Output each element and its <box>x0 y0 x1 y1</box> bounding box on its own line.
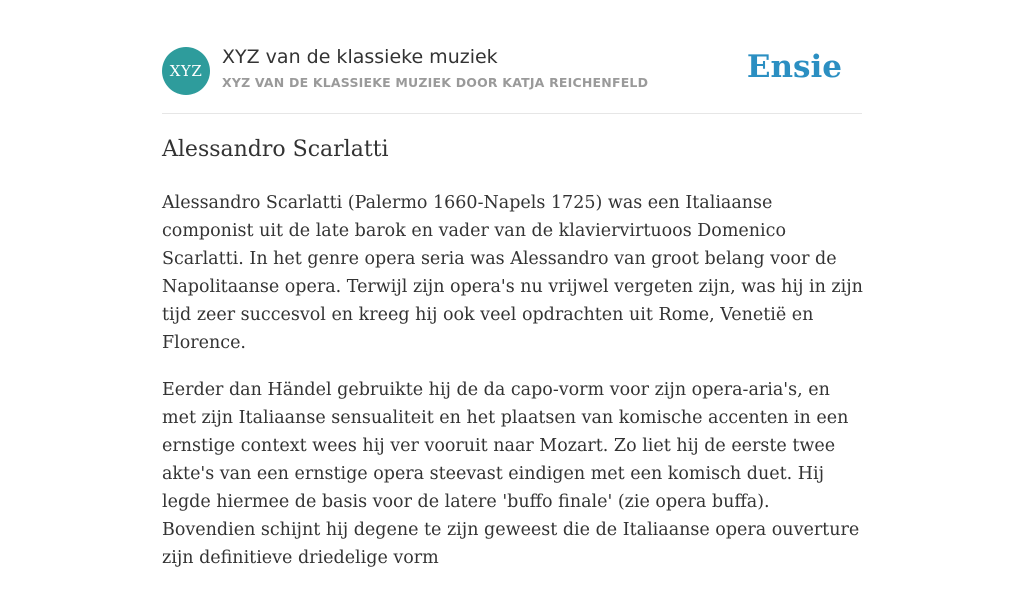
channel-title[interactable]: XYZ van de klassieke muziek <box>222 46 498 68</box>
article-title: Alessandro Scarlatti <box>162 137 389 162</box>
channel-subtitle[interactable]: XYZ VAN DE KLASSIEKE MUZIEK DOOR KATJA REICHENFELD <box>222 75 649 90</box>
channel-avatar[interactable] <box>162 47 210 95</box>
avatar-initials: XYZ <box>169 62 203 80</box>
article-paragraph: Alessandro Scarlatti (Palermo 1660-Napels 1725) was een Italiaanse componist uit de late barok en vader van de klaviervirtuoos Domenico Scarlatti. In het genre opera seria was Alessandro van groot belang voor de Napolitaanse opera. Terwijl zijn opera's nu vrijwel vergeten zijn, was hij in zijn tijd zeer succesvol en kreeg hij ook veel opdrachten uit Rome, Venetië en Florence. <box>162 193 863 353</box>
channel-header <box>162 0 862 114</box>
brand-logo[interactable]: Ensie <box>746 49 842 85</box>
article-body <box>162 189 864 591</box>
article-paragraph: Eerder dan Händel gebruikte hij de da capo-vorm voor zijn opera-aria's, en met zijn Italiaanse sensualiteit en het plaatsen van komische accenten in een ernstige context wees hij ver vooruit naar Mozart. Zo liet hij de eerste twee akte's van een ernstige opera steevast eindigen met een komisch duet. Hij legde hiermee de basis voor de latere 'buffo finale' (zie opera buffa). Bovendien schijnt hij degene te zijn geweest die de Italiaanse opera ouverture zijn definitieve driedelige vorm <box>162 380 860 568</box>
content-container <box>162 0 863 568</box>
